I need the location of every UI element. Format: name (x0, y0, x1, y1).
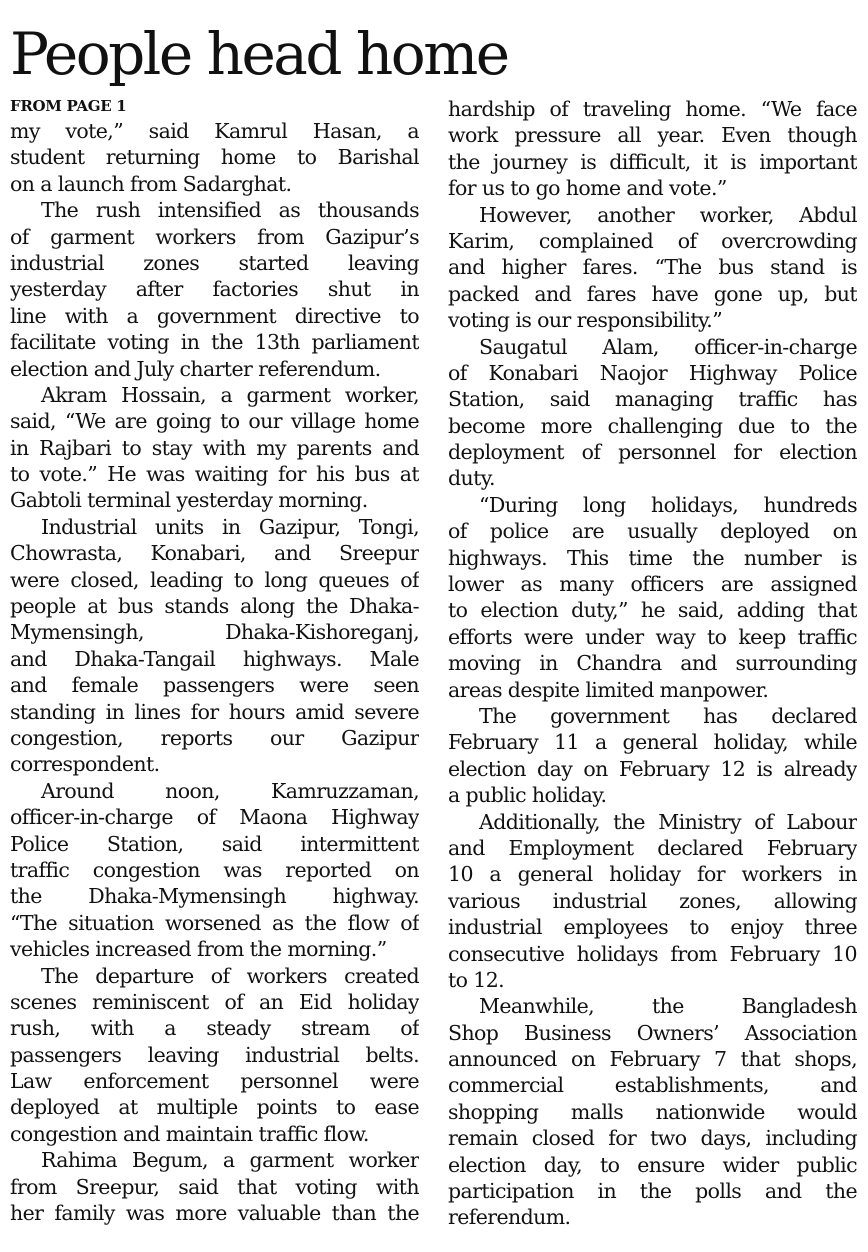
text-line: Additionally, the Ministry of Labour (479, 809, 857, 834)
text-line: areas despite limited manpower. (448, 677, 769, 702)
text-line: of garment workers from Gazipur’s (10, 224, 419, 249)
text-line: remain closed for two days, including (448, 1126, 857, 1151)
text-line: efforts were under way to keep traffic (448, 624, 857, 649)
text-line: yesterday after factories shut in (10, 277, 419, 302)
text-line: Industrial units in Gazipur, Tongi, (41, 514, 419, 539)
left-column-text (10, 118, 419, 1226)
text-line: moving in Chandra and surrounding (448, 651, 857, 676)
text-line: election day, to ensure wider public (448, 1152, 857, 1177)
text-line: industrial zones started leaving (10, 250, 419, 275)
text-line: my vote,” said Kamrul Hasan, a (10, 119, 419, 143)
text-line: people at bus stands along the Dhaka- (10, 594, 419, 619)
text-line: deployed at multiple points to ease (10, 1095, 419, 1120)
text-line: Around noon, Kamruzzaman, (41, 778, 419, 803)
text-line: a public holiday. (448, 783, 607, 808)
text-line: student returning home to Barishal (10, 145, 419, 170)
text-line: shopping malls nationwide would (448, 1099, 857, 1124)
text-line: announced on February 7 that shops, (448, 1047, 857, 1072)
text-line: Meanwhile, the Bangladesh (479, 994, 857, 1019)
kicker: FROM PAGE 1 (10, 97, 127, 115)
text-line: “During long holidays, hundreds (479, 492, 857, 517)
text-line: said, “We are going to our village home (10, 409, 419, 434)
text-line: highways. This time the number is (448, 545, 857, 570)
right-column-text (448, 96, 857, 1231)
text-line: packed and fares have gone up, but (448, 281, 857, 306)
text-line: The government has declared (479, 703, 857, 728)
text-line: and female passengers were seen (10, 673, 419, 698)
text-line: to 12. (448, 967, 505, 992)
text-line: become more challenging due to the (448, 413, 857, 438)
text-line: in Rajbari to stay with my parents and (10, 435, 419, 460)
text-line: consecutive holidays from February 10 (448, 941, 857, 966)
headline: People head home (10, 20, 508, 88)
text-line: referendum. (448, 1205, 571, 1230)
text-line: congestion and maintain traffic flow. (10, 1121, 369, 1146)
text-line: The rush intensified as thousands (41, 198, 419, 223)
text-line: Rahima Begum, a garment worker (41, 1148, 419, 1173)
text-line: line with a government directive to (10, 303, 419, 328)
text-line: rush, with a steady stream of (10, 1016, 419, 1041)
text-line: standing in lines for hours amid severe (10, 699, 419, 724)
article-column-right (448, 96, 857, 1231)
text-line: Gabtoli terminal yesterday morning. (10, 488, 368, 513)
text-line: election and July charter referendum. (10, 356, 381, 381)
text-line: officer-in-charge of Maona Highway (10, 805, 419, 830)
text-line: the journey is difficult, it is important (448, 149, 857, 174)
text-line: commercial establishments, and (448, 1073, 857, 1098)
text-line: “The situation worsened as the flow of (10, 910, 419, 935)
text-line: Karim, complained of overcrowding (448, 228, 857, 253)
text-line: Station, said managing traffic has (448, 387, 857, 412)
text-line: 10 a general holiday for workers in (448, 862, 857, 887)
text-line: were closed, leading to long queues of (10, 567, 419, 592)
text-line: and Employment declared February (448, 835, 857, 860)
text-line: Law enforcement personnel were (10, 1069, 419, 1094)
text-line: industrial employees to enjoy three (448, 915, 857, 940)
text-line: scenes reminiscent of an Eid holiday (10, 989, 419, 1014)
text-line: However, another worker, Abdul (479, 202, 857, 227)
text-line: deployment of personnel for election (448, 440, 857, 465)
text-line: to election duty,” he said, adding that (448, 598, 857, 623)
text-line: of Konabari Naojor Highway Police (448, 360, 857, 385)
text-line: Shop Business Owners’ Association (448, 1020, 857, 1045)
text-line: of police are usually deployed on (448, 519, 857, 544)
text-line: and higher fares. “The bus stand is (448, 255, 857, 280)
text-line: passengers leaving industrial belts. (10, 1042, 419, 1067)
text-line: facilitate voting in the 13th parliament (10, 330, 419, 355)
text-line: participation in the polls and the (448, 1179, 857, 1204)
text-line: from Sreepur, said that voting with (10, 1174, 419, 1199)
text-line: duty. (448, 466, 495, 491)
text-line: to vote.” He was waiting for his bus at (10, 462, 419, 487)
text-line: Mymensingh, Dhaka-Kishoreganj, (10, 620, 419, 645)
text-line: Chowrasta, Konabari, and Sreepur (10, 541, 419, 566)
text-line: and Dhaka-Tangail highways. Male (10, 646, 419, 671)
text-line: vehicles increased from the morning.” (10, 937, 387, 962)
text-line: for us to go home and vote.” (448, 176, 727, 201)
text-line: Saugatul Alam, officer-in-charge (479, 334, 857, 359)
text-line: voting is our responsibility.” (448, 308, 723, 333)
text-line: various industrial zones, allowing (448, 888, 857, 913)
text-line: Police Station, said intermittent (10, 831, 419, 856)
text-line: congestion, reports our Gazipur (10, 725, 419, 750)
text-line: election day on February 12 is already (448, 756, 857, 781)
text-line: The departure of workers created (41, 963, 419, 988)
article-column-left (10, 94, 419, 1226)
text-line: correspondent. (10, 752, 160, 777)
text-line: February 11 a general holiday, while (448, 730, 857, 755)
text-line: hardship of traveling home. “We face (448, 97, 857, 121)
text-line: traffic congestion was reported on (10, 857, 419, 882)
text-line: work pressure all year. Even though (448, 123, 857, 148)
text-line: Akram Hossain, a garment worker, (41, 382, 419, 407)
text-line: on a launch from Sadarghat. (10, 171, 292, 196)
text-line: her family was more valuable than the (10, 1201, 419, 1226)
text-line: lower as many officers are assigned (448, 572, 857, 597)
text-line: the Dhaka-Mymensingh highway. (10, 884, 419, 909)
